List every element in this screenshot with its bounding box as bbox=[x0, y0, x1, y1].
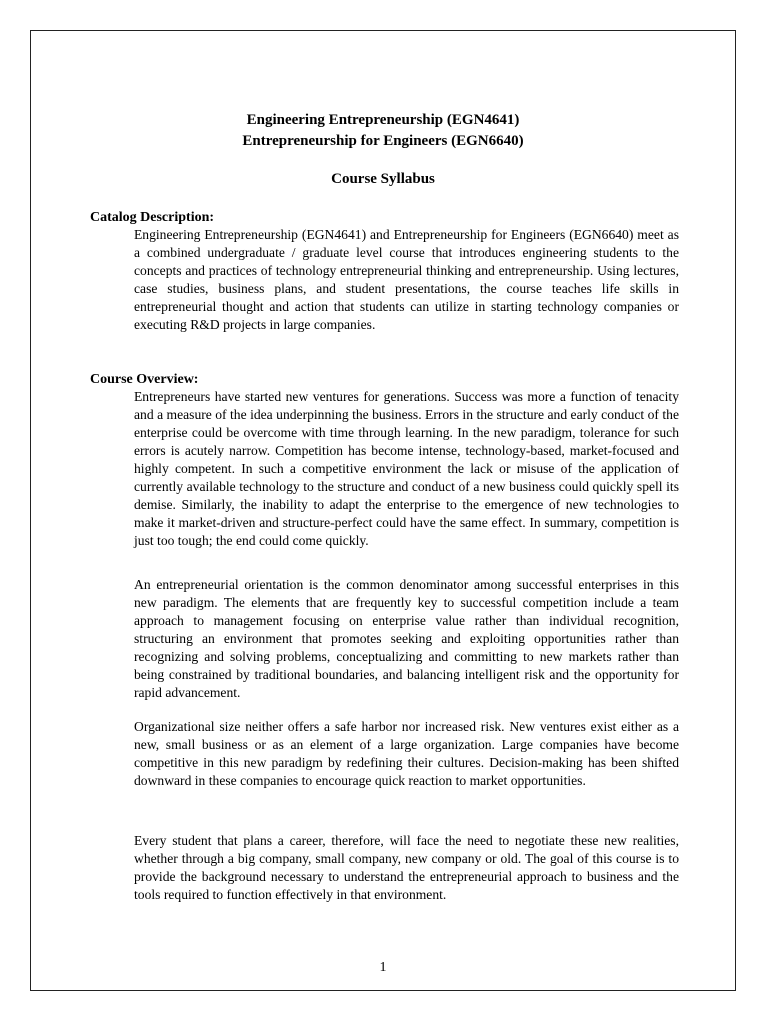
syllabus-subtitle: Course Syllabus bbox=[331, 171, 435, 187]
course-title-undergraduate: Engineering Entrepreneurship (EGN4641) bbox=[246, 112, 520, 128]
overview-paragraph: Entrepreneurs have started new ventures for generations. Success was more a function of tenacity and a measure of the idea underpinning the business. Errors in the structure and early conduct of the enterprise could be overcome with time through learning. In the new paradigm, tolerance for such errors is acutely narrow. Competition has become intense, technology-based, market-focused and highly competent. In such a competitive environment the lack or misuse of the application of currently available technology to the structure and conduct of a new business could quickly spell its demise. Similarly, the inability to adapt the enterprise to the emergence of new technologies to make it market-driven and structure-perfect could have the same effect. In summary, competition is just too tough; the end could come quickly. bbox=[134, 389, 679, 548]
document-page bbox=[30, 30, 736, 991]
course-overview-heading: Course Overview: bbox=[90, 372, 199, 387]
page-number: 1 bbox=[379, 960, 387, 975]
catalog-description-heading: Catalog Description: bbox=[90, 210, 215, 225]
course-title-graduate: Entrepreneurship for Engineers (EGN6640) bbox=[242, 133, 524, 149]
overview-paragraph: An entrepreneurial orientation is the common denominator among successful enterprises in this new paradigm. The elements that are frequently key to successful competition include a team approach to management focusing on enterprise value rather than individual recognition, structuring an environment that promotes seeking and exploiting opportunities rather than recognizing and solving problems, conceptualizing and committing to new markets rather than being constrained by traditional boundaries, and balancing intelligent risk and the opportunity for rapid advancement. bbox=[134, 577, 679, 700]
overview-paragraph: Every student that plans a career, therefore, will face the need to negotiate these new realities, whether through a big company, small company, new company or old. The goal of this course is to provide the background necessary to understand the entrepreneurial approach to business and the tools required to function effectively in that environment. bbox=[134, 833, 679, 902]
catalog-description-text: Engineering Entrepreneurship (EGN4641) and Entrepreneurship for Engineers (EGN6640) meet as a combined undergraduate / graduate level course that introduces engineering students to the concepts and practices of technology entrepreneurial thinking and entrepreneurship. Using lectures, case studies, business plans, and student presentations, the course teaches life skills in entrepreneurial thought and action that students can utilize in starting technology companies or executing R&D projects in large companies. bbox=[134, 227, 679, 332]
overview-paragraph: Organizational size neither offers a safe harbor nor increased risk. New ventures exist either as a new, small business or as an element of a large organization. Large companies have become competitive in this new paradigm by redefining their cultures. Decision-making has been shifted downward in these companies to encourage quick reaction to market opportunities. bbox=[134, 719, 679, 788]
